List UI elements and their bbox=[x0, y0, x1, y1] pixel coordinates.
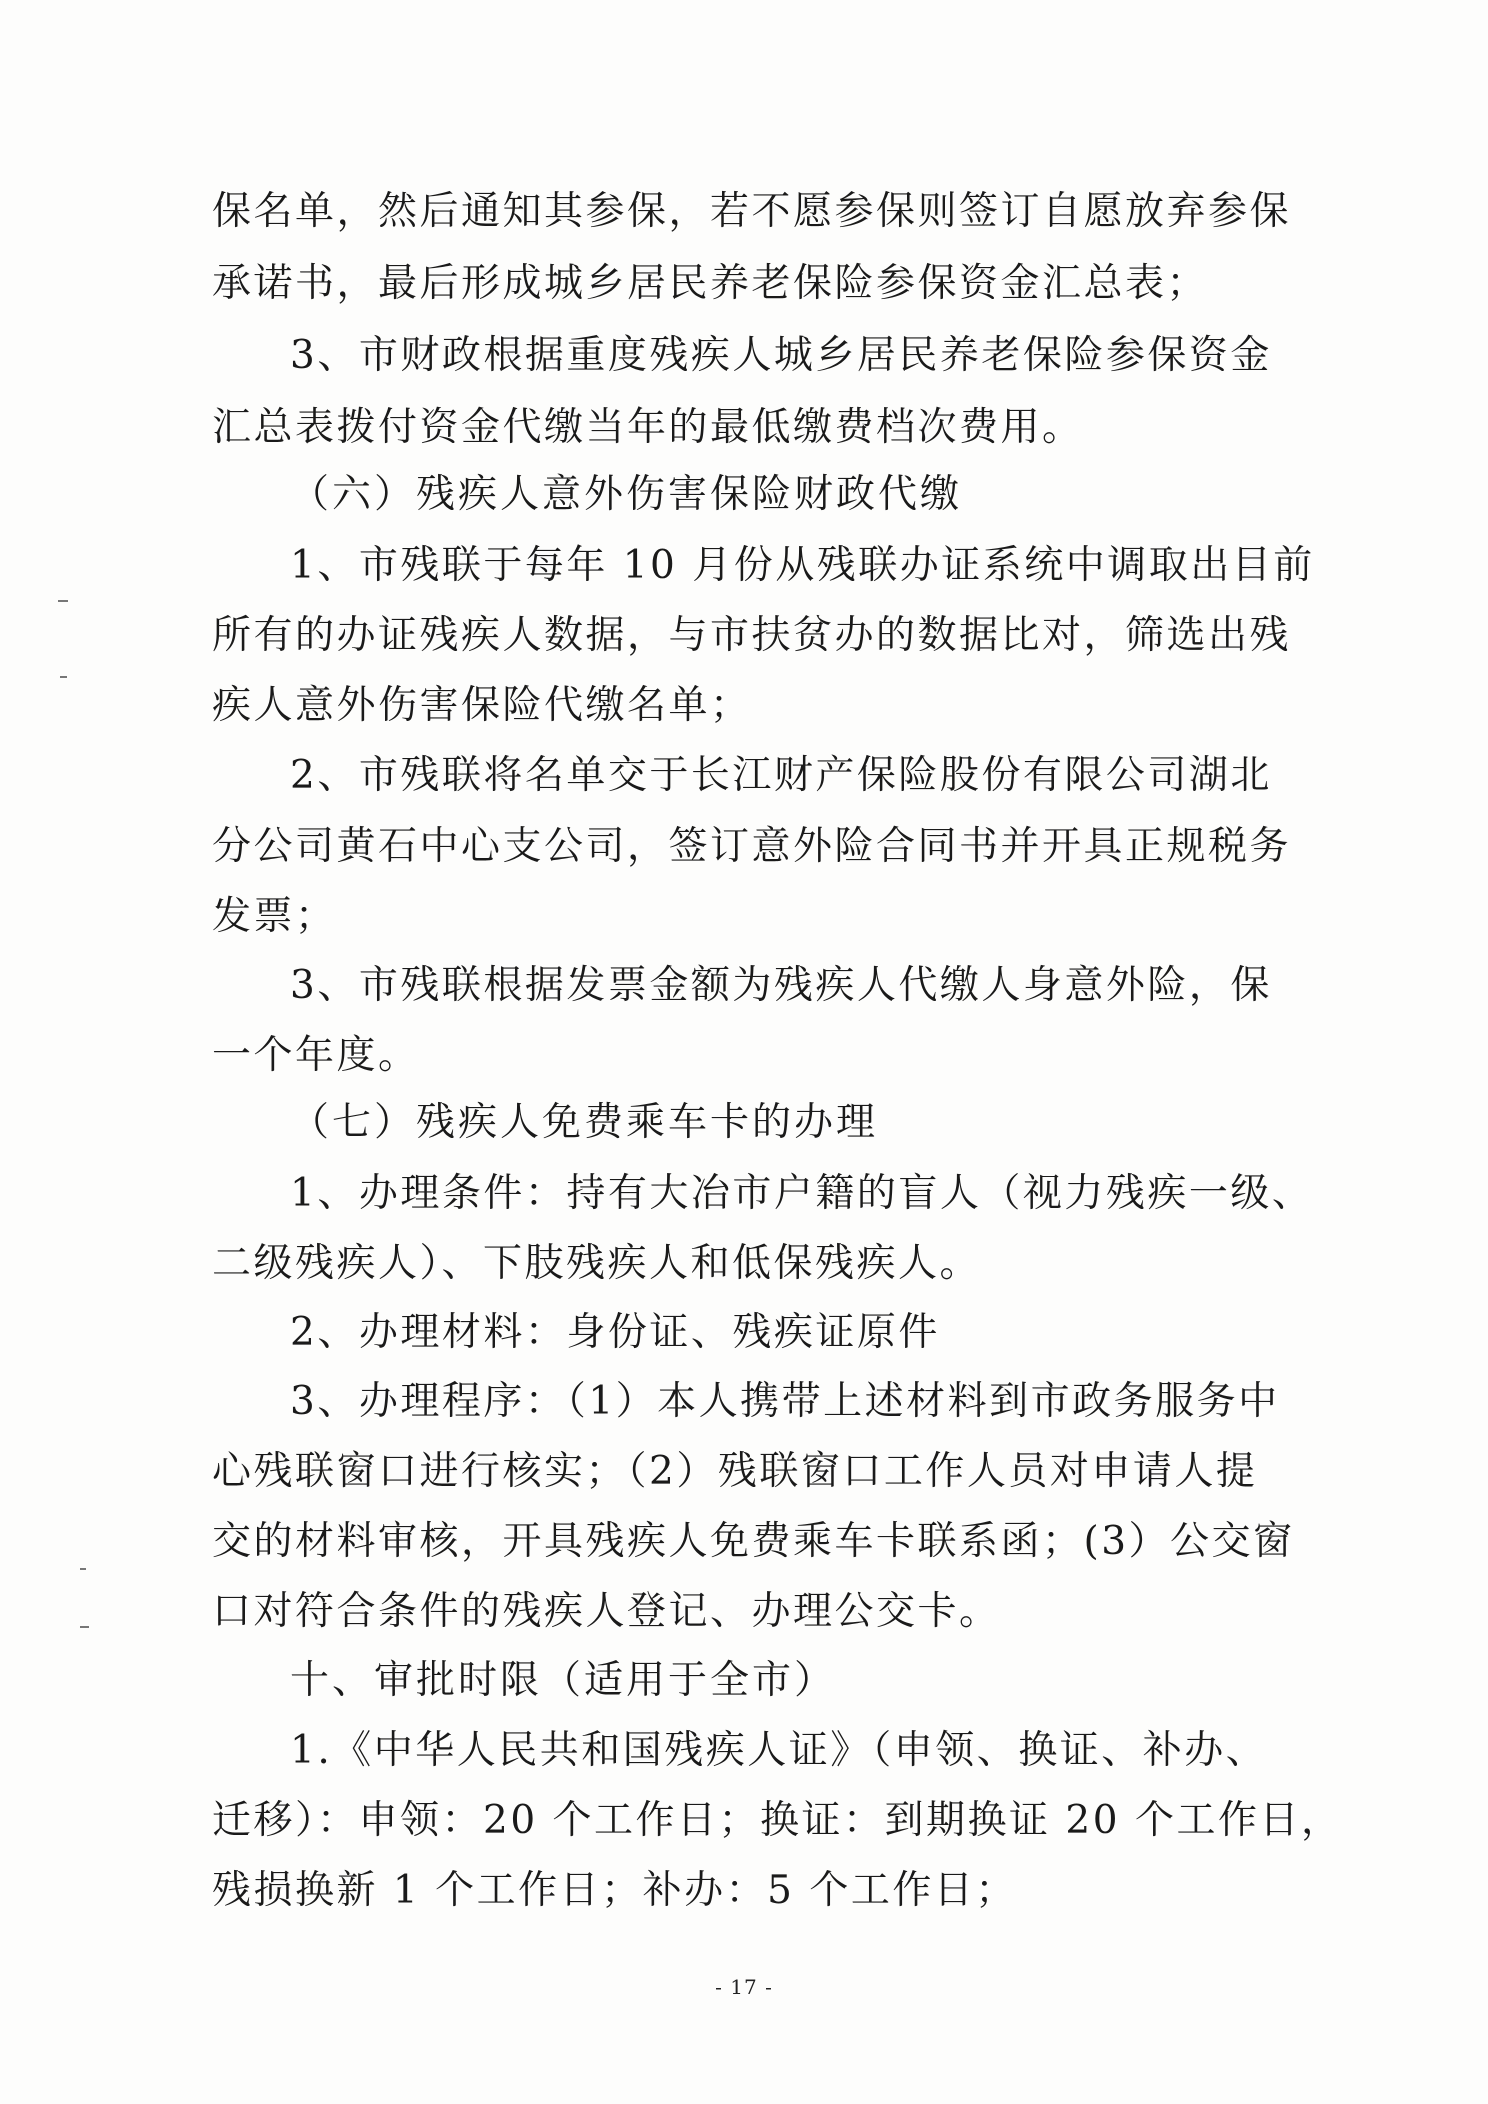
scan-artifact-mark bbox=[80, 1626, 89, 1628]
body-line-9: 2、市残联将名单交于长江财产保险股份有限公司湖北 bbox=[290, 753, 1272, 798]
body-line-13: 一个年度。 bbox=[212, 1033, 420, 1078]
body-line-2: 承诺书，最后形成城乡居民养老保险参保资金汇总表； bbox=[212, 261, 1209, 306]
page-number: - 17 - bbox=[715, 1975, 773, 1999]
body-line-24: 迁移）：申领：20 个工作日；换证：到期换证 20 个工作日， bbox=[212, 1798, 1343, 1843]
scan-artifact-mark bbox=[80, 1568, 86, 1570]
section-heading-7: （七）残疾人免费乘车卡的办理 bbox=[290, 1100, 879, 1145]
body-line-6: 1、市残联于每年 10 月份从残联办证系统中调取出目前 bbox=[290, 543, 1315, 588]
body-line-25: 残损换新 1 个工作日；补办：5 个工作日； bbox=[212, 1868, 1017, 1913]
body-line-7: 所有的办证残疾人数据，与市扶贫办的数据比对，筛选出残 bbox=[212, 613, 1292, 658]
body-line-16: 二级残疾人）、下肢残疾人和低保残疾人。 bbox=[212, 1241, 982, 1286]
body-line-3: 3、市财政根据重度残疾人城乡居民养老保险参保资金 bbox=[290, 333, 1272, 378]
body-line-8: 疾人意外伤害保险代缴名单； bbox=[212, 683, 752, 728]
scan-artifact-mark bbox=[60, 676, 67, 678]
body-line-20: 交的材料审核，开具残疾人免费乘车卡联系函；(3）公交窗 bbox=[212, 1519, 1295, 1564]
body-line-1: 保名单，然后通知其参保，若不愿参保则签订自愿放弃参保 bbox=[212, 189, 1292, 234]
body-line-21: 口对符合条件的残疾人登记、办理公交卡。 bbox=[212, 1589, 1001, 1634]
body-line-17: 2、办理材料：身份证、残疾证原件 bbox=[290, 1310, 940, 1355]
section-heading-6: （六）残疾人意外伤害保险财政代缴 bbox=[290, 472, 963, 517]
body-line-4: 汇总表拨付资金代缴当年的最低缴费档次费用。 bbox=[212, 405, 1084, 450]
scan-artifact-mark bbox=[58, 600, 68, 602]
body-line-23: 1.《中华人民共和国残疾人证》（申领、换证、补办、 bbox=[290, 1728, 1268, 1773]
body-line-12: 3、市残联根据发票金额为残疾人代缴人身意外险，保 bbox=[290, 963, 1272, 1008]
body-line-15: 1、办理条件：持有大冶市户籍的盲人（视力残疾一级、 bbox=[290, 1171, 1314, 1216]
body-line-18: 3、办理程序：（1）本人携带上述材料到市政务服务中 bbox=[290, 1379, 1280, 1424]
section-heading-10: 十、审批时限（适用于全市） bbox=[290, 1658, 837, 1703]
body-line-19: 心残联窗口进行核实；（2）残联窗口工作人员对申请人提 bbox=[212, 1449, 1258, 1494]
body-line-11: 发票； bbox=[212, 894, 337, 939]
body-line-10: 分公司黄石中心支公司，签订意外险合同书并开具正规税务 bbox=[212, 824, 1292, 869]
